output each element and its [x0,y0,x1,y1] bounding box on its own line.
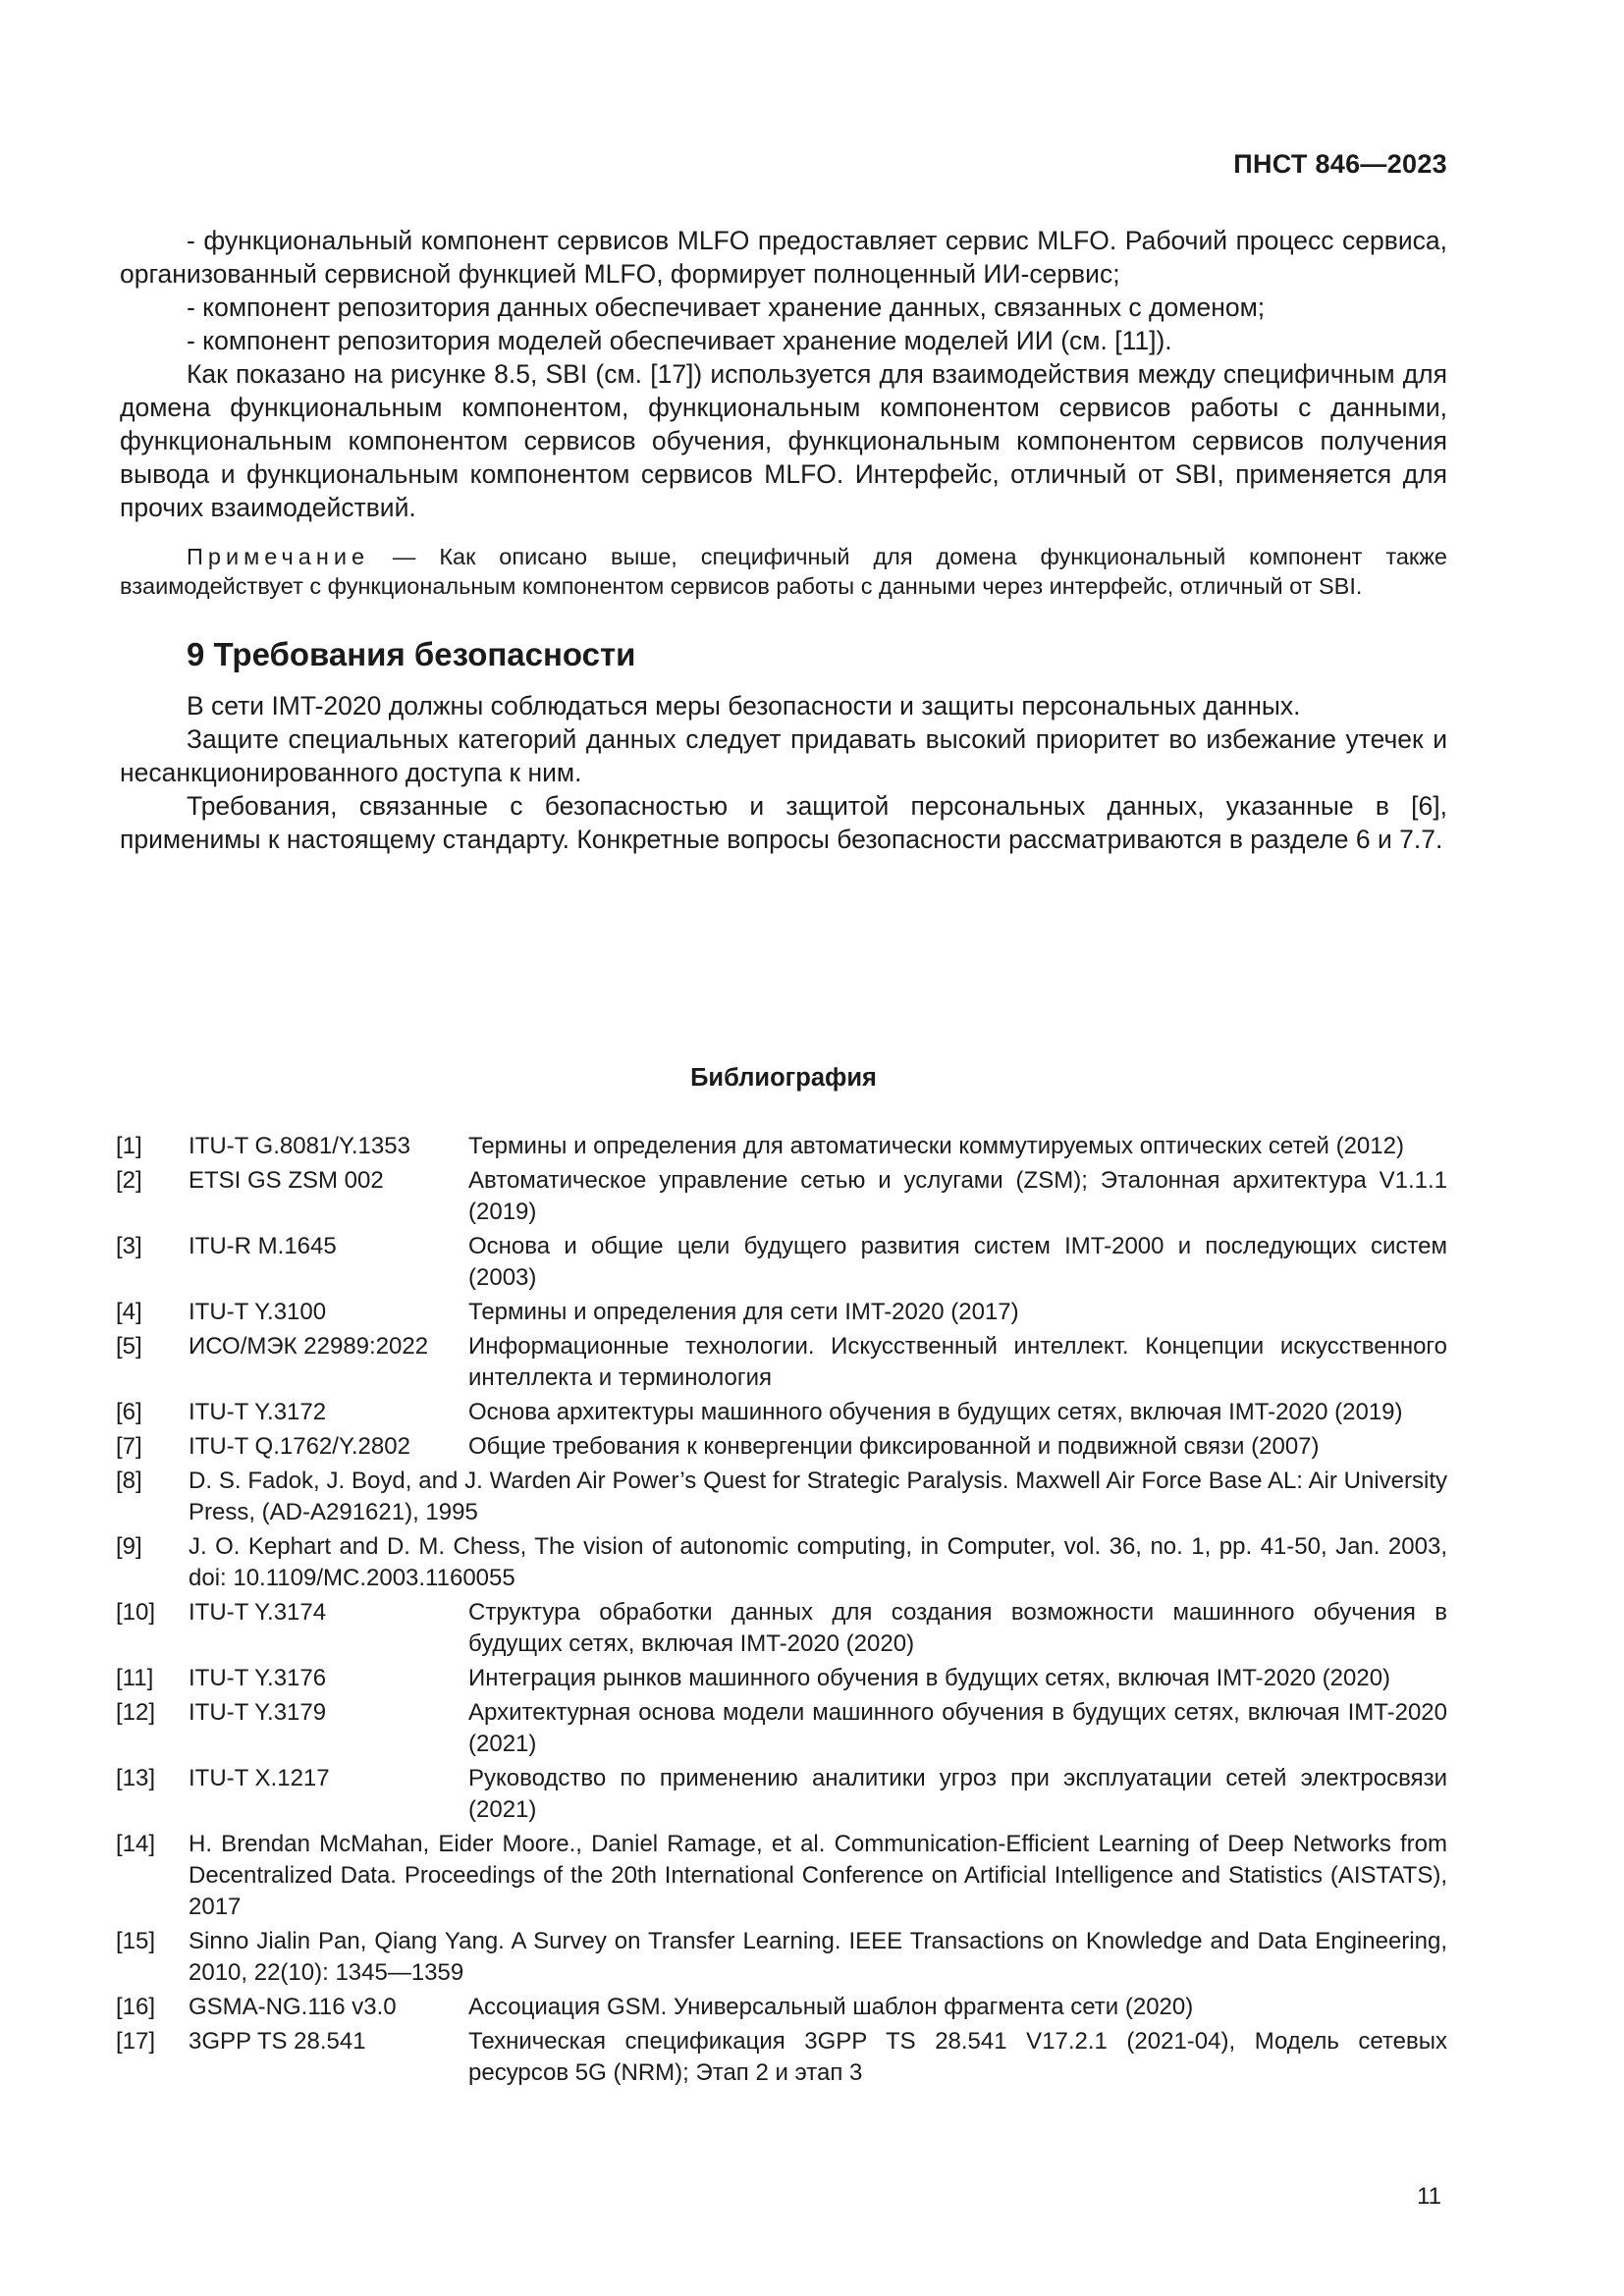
bibliography-entry [116,1165,1447,1228]
entry-number: [10] [116,1599,156,1626]
document-id: ПНСТ 846—2023 [1233,149,1447,179]
bibliography-entry [116,1829,1447,1923]
bibliography-title: Библиография [690,1064,877,1092]
entry-title: Общие требования к конвергенции фиксированной и подвижной связи (2007) [468,1433,1320,1460]
bibliography-entry [116,1431,1447,1463]
entry-number: [14] [116,1831,156,1857]
entry-title: Автоматическое управление сетью и услугами (ZSM); Эталонная архитектура V1.1.1 (2019) [468,1167,1447,1225]
paragraph: Защите специальных категорий данных следует придавать высокий приоритет во избежание утечек и несанкционированного доступа к ним. [120,724,1447,787]
entry-code: 3GPP TS 28.541 [189,2028,366,2055]
entry-title: J. O. Kephart and D. M. Chess, The vision of autonomic computing, in Computer, vol. 36, no. 1, pp. 41-50, Jan. 2003, doi: 10.1109/MC.2003.1160055 [189,1533,1447,1591]
bibliography-entry [116,1531,1447,1594]
entry-title: Структура обработки данных для создания возможности машинного обучения в будущих сетях, включая IMT-2020 (2020) [468,1599,1447,1657]
page-number: 11 [1417,2183,1441,2210]
paragraph: - компонент репозитория моделей обеспечивает хранение моделей ИИ (см. [11]). [187,326,1172,355]
entry-code: GSMA-NG.116 v3.0 [189,1994,397,2020]
entry-code: ETSI GS ZSM 002 [189,1167,384,1194]
entry-title: Основа и общие цели будущего развития систем IMT-2000 и последующих систем (2003) [468,1233,1447,1291]
entry-code: ITU-T Y.3172 [189,1399,327,1425]
note [120,542,1447,601]
paragraph: - компонент репозитория данных обеспечивает хранение данных, связанных с доменом; [187,293,1266,322]
note-text: — Как описано выше, специфичный для домена функциональный компонент также взаимодействует с функциональным компонентом сервисов работы с данными через интерфейс, отличный от SBI. [120,544,1447,599]
bibliography-entry [116,1397,1447,1428]
entry-code: ITU-T Y.3100 [189,1299,327,1325]
entry-number: [16] [116,1994,156,2020]
bibliography-entry [116,2026,1447,2089]
paragraph: Требования, связанные с безопасностью и защитой персональных данных, указанные в [6], применимы к настоящему стандарту. Конкретные вопросы безопасности рассматриваются в разделе 6 и 7.7. [120,791,1447,854]
entry-title: Термины и определения для автоматически коммутируемых оптических сетей (2012) [468,1133,1404,1159]
entry-title: Информационные технологии. Искусственный интеллект. Концепции искусственного интеллекта и терминология [468,1333,1447,1391]
bibliography-entry [116,1131,1447,1162]
bibliography-entry [116,1331,1447,1394]
bibliography-entry [116,1297,1447,1328]
bibliography-entry [116,1231,1447,1294]
paragraph: - функциональный компонент сервисов MLFO предоставляет сервис MLFO. Рабочий процесс сервиса, организованный сервисной функцией MLFO, формирует полноценный ИИ-сервис; [120,226,1447,289]
entry-code: ИСО/МЭК 22989:2022 [189,1333,429,1360]
entry-code: ITU-R M.1645 [189,1233,337,1259]
bibliography-entry [116,1926,1447,1989]
bibliography-entry [116,1597,1447,1660]
entry-number: [11] [116,1665,154,1691]
entry-title: D. S. Fadok, J. Boyd, and J. Warden Air Power’s Quest for Strategic Paralysis. Maxwell Air Force Base AL: Air University Press, (AD-A291621), 1995 [189,1468,1447,1525]
bibliography-entry [116,1992,1447,2023]
entry-code: ITU-T Y.3179 [189,1699,327,1726]
entry-code: ITU-T G.8081/Y.1353 [189,1133,410,1159]
bibliography-list [116,1131,1447,2092]
entry-title: Термины и определения для сети IMT-2020 (2017) [468,1299,1019,1325]
entry-title: H. Brendan McMahan, Eider Moore., Daniel Ramage, et al. Communication-Efficient Learning of Deep Networks from Decentralized Data. Proceedings of the 20th International Conference on Artificial Intelligence and Statistics (AISTATS), 2017 [189,1831,1447,1920]
entry-number: [3] [116,1233,142,1259]
entry-number: [9] [116,1533,142,1560]
note-label: Примечание [187,544,370,569]
entry-code: ITU-T Y.3176 [189,1665,327,1691]
entry-number: [4] [116,1299,142,1325]
entry-number: [6] [116,1399,142,1425]
entry-title: Архитектурная основа модели машинного обучения в будущих сетях, включая IMT-2020 (2021) [468,1699,1447,1757]
entry-number: [12] [116,1699,156,1726]
bibliography-entry [116,1763,1447,1826]
entry-code: ITU-T Y.3174 [189,1599,327,1626]
entry-title: Интеграция рынков машинного обучения в будущих сетях, включая IMT-2020 (2020) [468,1665,1391,1691]
bibliography-entry [116,1697,1447,1760]
page-body [120,224,1447,856]
bibliography-entry [116,1466,1447,1528]
entry-number: [17] [116,2028,156,2055]
paragraph: Как показано на рисунке 8.5, SBI (см. [17]) используется для взаимодействия между специфичным для домена функциональным компонентом, функциональным компонентом сервисов работы с данными, функциональным компонентом сервисов обучения, функциональным компонентом сервисов получения вывода и функциональным компонентом сервисов MLFO. Интерфейс, отличный от SBI, применяется для прочих взаимодействий. [120,359,1447,522]
entry-number: [5] [116,1333,142,1360]
entry-number: [2] [116,1167,142,1194]
entry-number: [15] [116,1928,156,1954]
entry-number: [7] [116,1433,142,1460]
entry-title: Руководство по применению аналитики угроз при эксплуатации сетей электросвязи (2021) [468,1765,1447,1823]
entry-code: ITU-T X.1217 [189,1765,330,1791]
entry-number: [1] [116,1133,142,1159]
entry-code: ITU-T Q.1762/Y.2802 [189,1433,410,1460]
section-heading: 9 Требования безопасности [187,636,636,672]
bibliography-entry [116,1663,1447,1694]
entry-title: Основа архитектуры машинного обучения в будущих сетях, включая IMT-2020 (2019) [468,1399,1403,1425]
entry-number: [13] [116,1765,156,1791]
entry-title: Sinno Jialin Pan, Qiang Yang. A Survey on Transfer Learning. IEEE Transactions on Knowledge and Data Engineering, 2010, 22(10): 1345—1359 [189,1928,1447,1986]
entry-number: [8] [116,1468,142,1494]
paragraph: В сети IMT-2020 должны соблюдаться меры безопасности и защиты персональных данных. [187,691,1301,721]
entry-title: Техническая спецификация 3GPP TS 28.541 V17.2.1 (2021-04), Модель сетевых ресурсов 5G (NRM); Этап 2 и этап 3 [468,2028,1447,2086]
entry-title: Ассоциация GSM. Универсальный шаблон фрагмента сети (2020) [468,1994,1194,2020]
